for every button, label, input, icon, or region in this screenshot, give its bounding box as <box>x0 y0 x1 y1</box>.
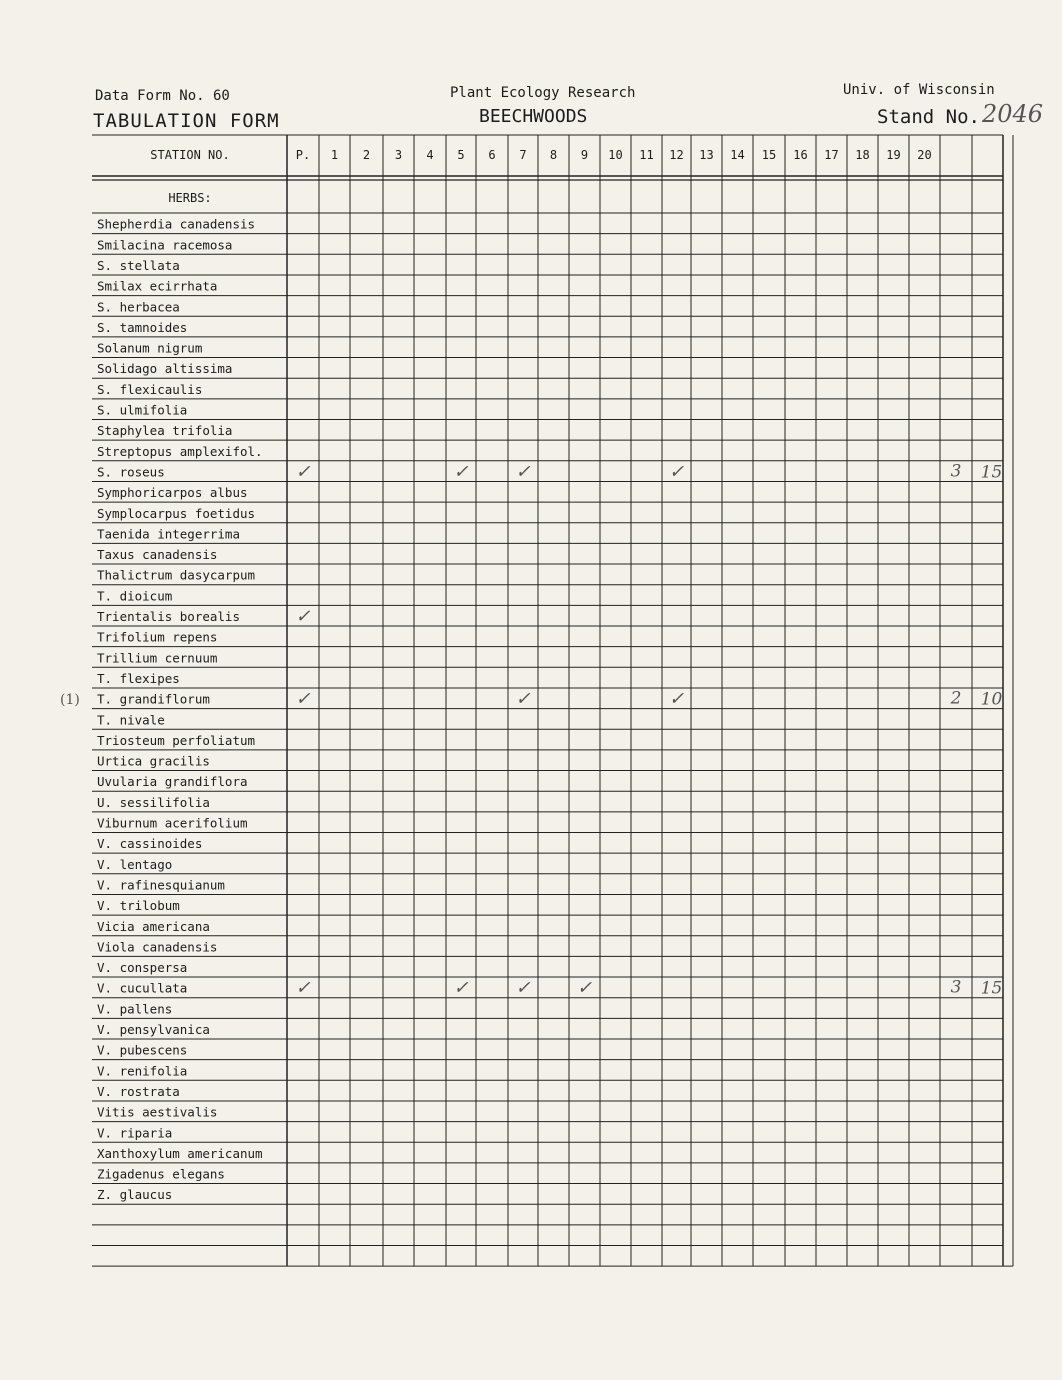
station-total-handwritten: 15 <box>980 462 1003 483</box>
station-number-label: STATION NO. <box>150 148 230 162</box>
station-column-header: 18 <box>855 148 870 162</box>
check-mark: ✓ <box>295 461 311 483</box>
station-column-header: 9 <box>580 148 589 162</box>
species-name: V. cassinoides <box>97 836 203 852</box>
species-name: V. conspersa <box>97 960 188 976</box>
species-name: Taxus canadensis <box>97 547 218 563</box>
species-name: T. dioicum <box>97 588 173 604</box>
species-name: Trillium cernuum <box>97 650 218 666</box>
form-title: TABULATION FORM <box>93 110 280 132</box>
station-column-header: 16 <box>793 148 808 162</box>
check-mark: ✓ <box>295 606 311 627</box>
check-mark: ✓ <box>668 461 685 483</box>
species-name: V. rafinesquianum <box>97 877 225 893</box>
check-mark: ✓ <box>576 977 593 999</box>
check-mark: ✓ <box>453 977 469 999</box>
station-column-header: 7 <box>519 148 527 162</box>
species-name: Vitis aestivalis <box>97 1104 218 1120</box>
station-count-handwritten: 3 <box>950 461 962 482</box>
station-column-header: 8 <box>549 148 558 162</box>
species-name: T. nivale <box>97 712 165 728</box>
station-column-header: P. <box>295 148 311 162</box>
species-name: Streptopus amplexifol. <box>97 443 263 459</box>
station-column-header: 1 <box>330 148 339 162</box>
species-name: Viburnum acerifolium <box>97 815 248 831</box>
species-name: Xanthoxylum americanum <box>97 1145 263 1161</box>
stand-number-handwritten: 2046 <box>982 100 1044 128</box>
check-mark: ✓ <box>295 977 311 999</box>
station-total-handwritten: 15 <box>980 978 1003 999</box>
species-name: S. stellata <box>97 257 180 273</box>
herbs-section-label: HERBS: <box>168 191 212 205</box>
species-name: Staphylea trifolia <box>97 423 233 439</box>
station-column-header: 6 <box>488 148 496 162</box>
species-name: Symplocarpus foetidus <box>97 505 256 521</box>
station-column-header: 3 <box>394 148 403 162</box>
species-name: V. rostrata <box>97 1083 180 1099</box>
check-mark: ✓ <box>453 461 469 483</box>
species-name: Urtica gracilis <box>97 753 210 769</box>
station-count-handwritten: 2 <box>950 688 962 709</box>
research-heading: Plant Ecology Research <box>450 85 636 101</box>
form-number: Data Form No. 60 <box>95 88 230 104</box>
station-column-header: 20 <box>917 148 932 162</box>
check-mark: ✓ <box>515 461 531 483</box>
margin-note: (1) <box>60 692 80 708</box>
station-total-handwritten: 10 <box>980 689 1003 710</box>
species-name: V. riparia <box>97 1125 173 1141</box>
species-name: V. pallens <box>97 1001 173 1017</box>
species-name: V. cucullata <box>97 980 188 996</box>
species-name: V. pubescens <box>97 1042 188 1058</box>
species-name: Z. glaucus <box>97 1187 173 1203</box>
species-name: S. tamnoides <box>97 319 188 335</box>
species-name: S. flexicaulis <box>97 381 203 397</box>
university-heading: Univ. of Wisconsin <box>843 82 995 98</box>
species-name: S. herbacea <box>97 299 180 315</box>
station-count-handwritten: 3 <box>950 977 962 998</box>
station-column-header: 4 <box>426 148 434 162</box>
check-mark: ✓ <box>295 688 311 710</box>
station-column-header: 12 <box>669 148 684 162</box>
species-name: Smilacina racemosa <box>97 237 233 253</box>
species-name: Viola canadensis <box>97 939 218 955</box>
check-mark: ✓ <box>515 688 531 710</box>
species-name: Uvularia grandiflora <box>97 774 248 790</box>
species-name: V. lentago <box>97 856 173 872</box>
species-name: Solidago altissima <box>97 361 233 377</box>
station-column-header: 13 <box>699 148 714 162</box>
species-name: Shepherdia canadensis <box>97 216 256 232</box>
species-name: V. pensylvanica <box>97 1022 210 1037</box>
species-name: T. grandiflorum <box>97 691 210 707</box>
species-name: S. roseus <box>97 464 165 480</box>
station-column-header: 19 <box>886 148 901 162</box>
station-column-header: 5 <box>457 148 465 162</box>
species-name: Thalictrum dasycarpum <box>97 567 256 583</box>
species-name: Triosteum perfoliatum <box>97 732 256 748</box>
station-column-header: 17 <box>824 148 839 162</box>
species-name: Trientalis borealis <box>97 609 240 624</box>
species-name: T. flexipes <box>97 670 180 686</box>
check-mark: ✓ <box>668 688 685 710</box>
species-name: V. renifolia <box>97 1063 188 1079</box>
species-name: U. sessilifolia <box>97 794 210 810</box>
station-column-header: 2 <box>362 148 371 162</box>
species-name: Smilax ecirrhata <box>97 278 218 294</box>
station-column-header: 15 <box>761 148 777 162</box>
species-name: Zigadenus elegans <box>97 1166 225 1182</box>
species-name: Symphoricarpos albus <box>97 485 248 501</box>
species-name: Vicia americana <box>97 918 210 934</box>
species-name: Solanum nigrum <box>97 340 203 356</box>
station-column-header: 10 <box>608 148 623 162</box>
forest-type-heading: BEECHWOODS <box>479 106 588 127</box>
check-mark: ✓ <box>515 977 531 999</box>
station-column-header: 11 <box>639 148 654 162</box>
species-name: V. trilobum <box>97 898 180 914</box>
species-name: S. ulmifolia <box>97 402 188 418</box>
species-name: Trifolium repens <box>97 629 218 645</box>
station-column-header: 14 <box>730 148 745 162</box>
species-name: Taenida integerrima <box>97 526 240 542</box>
stand-label: Stand No. <box>877 106 980 128</box>
